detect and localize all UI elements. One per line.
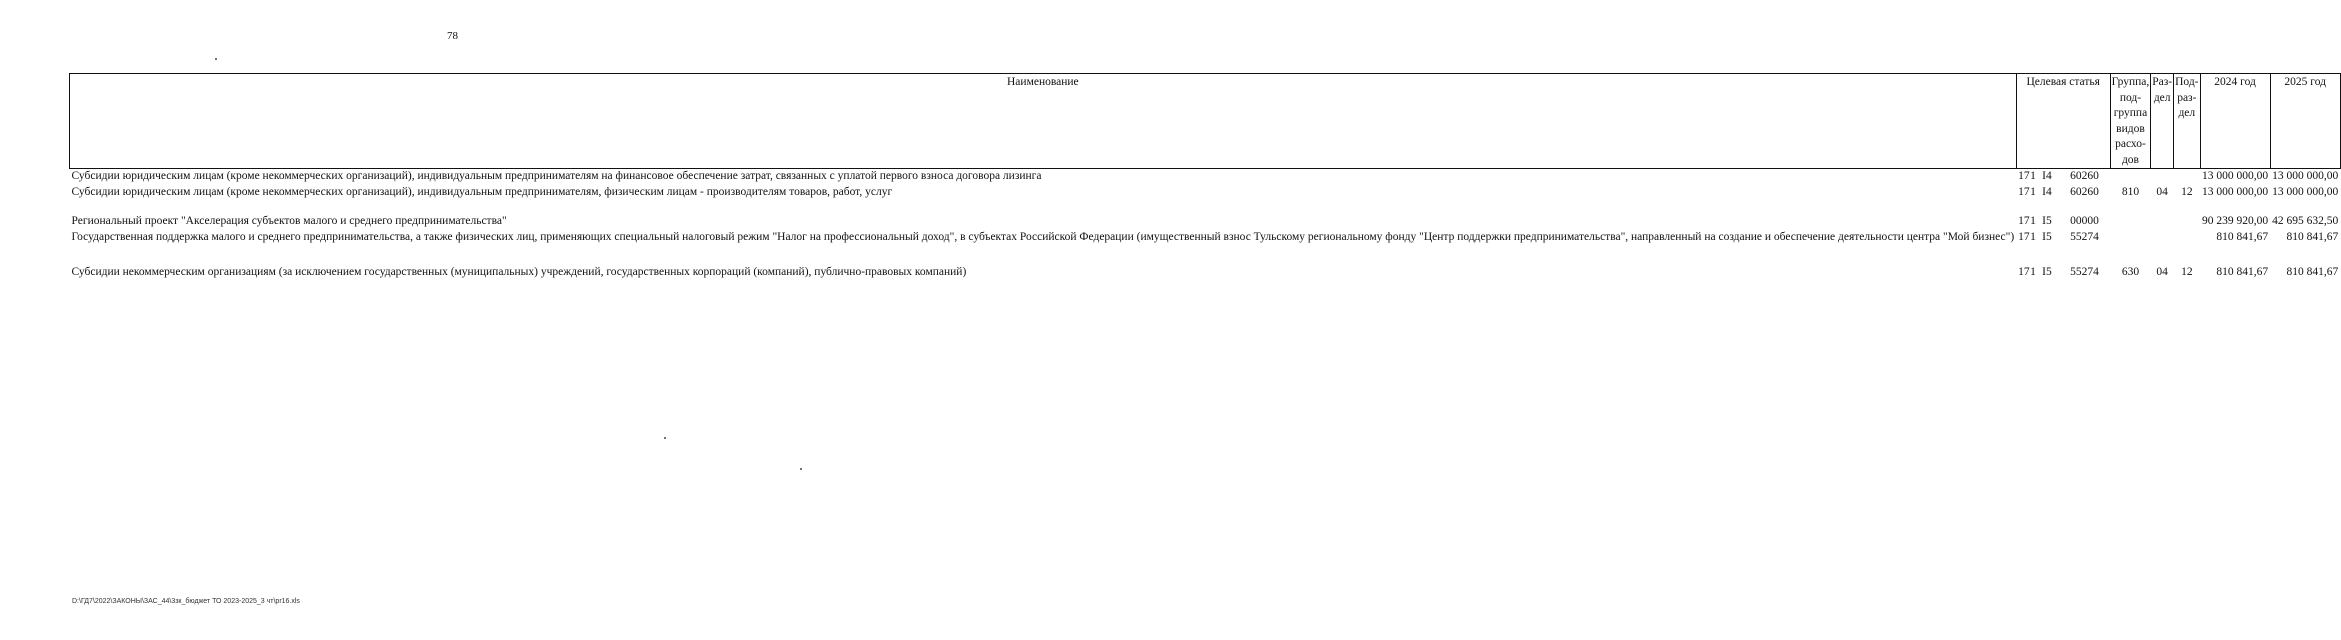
row-group [2110,169,2151,185]
col-header-2024: 2024 год [2200,74,2270,169]
row-name: Государственная поддержка малого и среднего предпринимательства, а также физических лиц, применяющих специальный налоговый режим "Налог на профессиональный доход", в субъектах Российской Федерации (имущественный взнос Тульскому региональному фонду "Центр поддержки предпринимательства", направленный на создание и обеспечение деятельности центра "Мой бизнес") [71,230,2015,243]
row-name: Региональный проект "Акселерация субъектов малого и среднего предпринимательства" [71,215,507,227]
row-group: 630 [2121,266,2140,278]
code-part: 00000 [2070,215,2099,227]
row-2024: 90 239 920,00 [2202,215,2269,227]
code-part: 17 [2018,170,2030,182]
page-number: 78 [447,30,458,42]
code-part: I4 [2042,170,2052,182]
row-name: Субсидии юридическим лицам (кроме некоммерческих организаций), индивидуальным предпринимателям на финансовое обеспечение затрат, связанных с уплатой первого взноса договора лизинга [71,170,1042,182]
row-spacer [70,245,2341,265]
code-part: I5 [2042,215,2052,227]
row-code [2016,230,2110,246]
row-section: 04 [2156,266,2168,278]
row-2025: 810 841,67 [2286,230,2339,243]
code-part: I5 [2042,230,2052,243]
budget-table [69,73,2341,281]
row-section [2151,169,2174,185]
row-subsection [2174,169,2200,185]
row-2024: 810 841,67 [2216,230,2269,243]
row-section: 04 [2156,185,2168,198]
col-header-2025: 2025 год [2270,74,2340,169]
code-part: 17 [2018,185,2030,198]
row-2025: 42 695 632,50 [2272,215,2339,227]
row-spacer [70,200,2341,214]
code-part: I5 [2042,266,2052,278]
row-2024: 810 841,67 [2216,266,2269,278]
code-part: 1 [2030,230,2036,243]
table-header-row [70,74,2341,169]
code-part: 1 [2030,185,2036,198]
code-part: 1 [2030,170,2036,182]
row-name: Субсидии юридическим лицам (кроме некоммерческих организаций), индивидуальным предпринимателям, физическим лицам - производителям товаров, работ, услуг [71,185,893,198]
row-group [2110,230,2151,246]
col-header-name: Наименование [70,74,2017,169]
row-subsection: 12 [2181,185,2193,198]
row-group [2110,214,2151,230]
code-part: 60260 [2070,185,2099,198]
scan-speck [215,58,217,60]
scan-speck [664,437,666,439]
table-row [70,214,2341,230]
table-row [70,230,2341,246]
row-code [2016,169,2110,185]
code-part: I4 [2042,185,2052,198]
row-name: Субсидии некоммерческим организациям (за исключением государственных (муниципальных) учреждений, государственных корпораций (компаний), публично-правовых компаний) [71,266,967,278]
col-header-group: Группа, под- группа видов расхо- дов [2110,74,2151,169]
col-header-section: Раз- дел [2151,74,2174,169]
row-code [2016,185,2110,201]
row-2025: 13 000 000,00 [2272,170,2339,182]
table-row [70,169,2341,185]
code-part: 17 [2018,215,2030,227]
code-part: 17 [2018,230,2030,243]
row-2025: 810 841,67 [2286,266,2339,278]
file-path-footer: D:\ГД7\2022\ЗАКОНЫ\ЗАС_44\3зк_бюджет ТО 2023-2025_3 чт\pr16.xls [72,598,300,605]
row-group: 810 [2121,185,2140,198]
row-code [2016,214,2110,230]
code-part: 1 [2030,266,2036,278]
code-part: 60260 [2070,170,2099,182]
table-row [70,265,2341,281]
row-2024: 13 000 000,00 [2202,170,2269,182]
table-row [70,185,2341,201]
row-subsection: 12 [2181,266,2193,278]
row-2024: 13 000 000,00 [2202,185,2269,198]
scan-speck [800,468,802,470]
col-header-target: Целевая статья [2016,74,2110,169]
code-part: 17 [2018,266,2030,278]
code-part: 55274 [2070,230,2099,243]
code-part: 1 [2030,215,2036,227]
row-section [2151,214,2174,230]
row-code [2016,265,2110,281]
code-part: 55274 [2070,266,2099,278]
row-subsection [2174,214,2200,230]
row-subsection [2174,230,2200,246]
row-section [2151,230,2174,246]
row-2025: 13 000 000,00 [2272,185,2339,198]
col-header-subsection: Под- раз- дел [2174,74,2200,169]
